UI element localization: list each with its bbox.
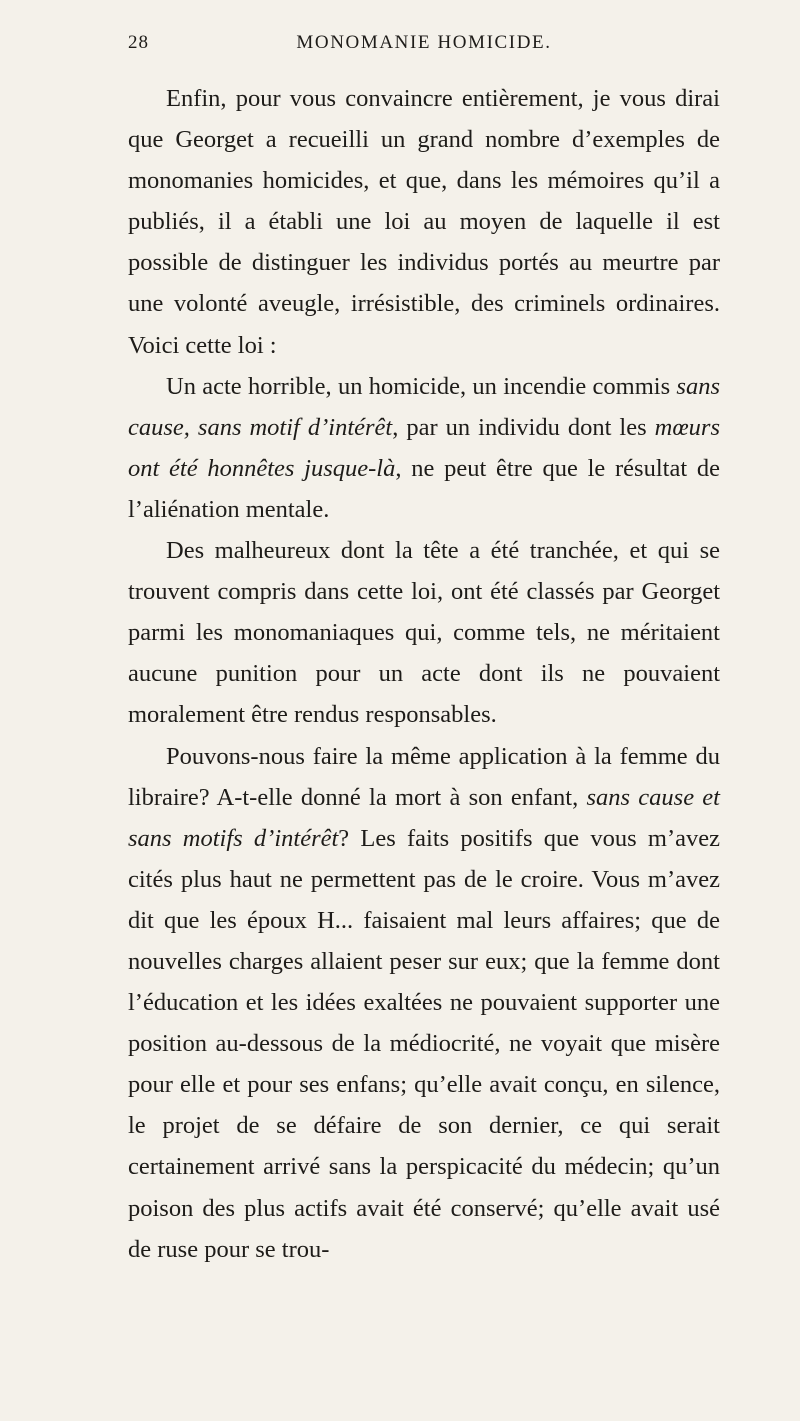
text-segment: Des malheureux dont la tête a été tranchée, et qui se trouvent compris dans cette loi, ont été classés par Georget parmi les monomaniaques qui, comme tels, ne méritaient aucune punition pour un acte dont ils ne pouvaient moralement être rendus responsables.: [128, 537, 720, 729]
page-header: [128, 32, 720, 62]
text-segment: ? Les faits positifs que vous m’avez cités plus haut ne permettent pas de le croire. Vous m’avez dit que les époux H... faisaient mal leurs affaires; que de nouvelles charges allaient peser sur eux; que la femme dont l’éducation et les idées exaltées ne pouvaient supporter une position au-dessous de la médiocrité, ne voyait que misère pour elle et pour ses enfans; qu’elle avait conçu, en silence, le projet de se défaire de son dernier, ce qui serait certainement arrivé sans la perspicacité du médecin; qu’un poison des plus actifs avait été conservé; qu’elle avait usé de ruse pour se trou-: [128, 824, 720, 1263]
text-segment: Enfin, pour vous convaincre entièrement, je vous dirai que Georget a recueilli un grand nombre d’exemples de monomanies homicides, et que, dans les mémoires qu’il a publiés, il a établi une loi au moyen de laquelle il est possible de distinguer les individus portés au meurtre par une volonté aveugle, irrésistible, des criminels ordinaires. Voici cette loi :: [128, 85, 720, 359]
italic-segment: sans cause et sans motifs d’intérêt: [128, 783, 720, 852]
body-text: [128, 78, 720, 1270]
paragraph-2: [128, 366, 720, 530]
running-title: MONOMANIE HOMICIDE.: [296, 32, 552, 53]
paragraph-3: [128, 530, 720, 735]
italic-segment: mœurs ont été honnêtes jusque-là: [128, 413, 720, 482]
text-segment: Pouvons-nous faire la même application à la femme du libraire? A-t-elle donné la mort à son enfant,: [128, 742, 720, 811]
paragraph-1: [128, 78, 720, 366]
paragraph-4: [128, 736, 720, 1270]
italic-segment: sans cause, sans motif d’intérêt: [128, 372, 720, 441]
text-segment: , ne peut être que le résultat de l’aliénation mentale.: [128, 454, 721, 523]
page-number: 28: [128, 32, 149, 53]
text-segment: Un acte horrible, un homicide, un incendie commis: [166, 372, 677, 400]
text-segment: , par un individu dont les: [392, 413, 655, 441]
